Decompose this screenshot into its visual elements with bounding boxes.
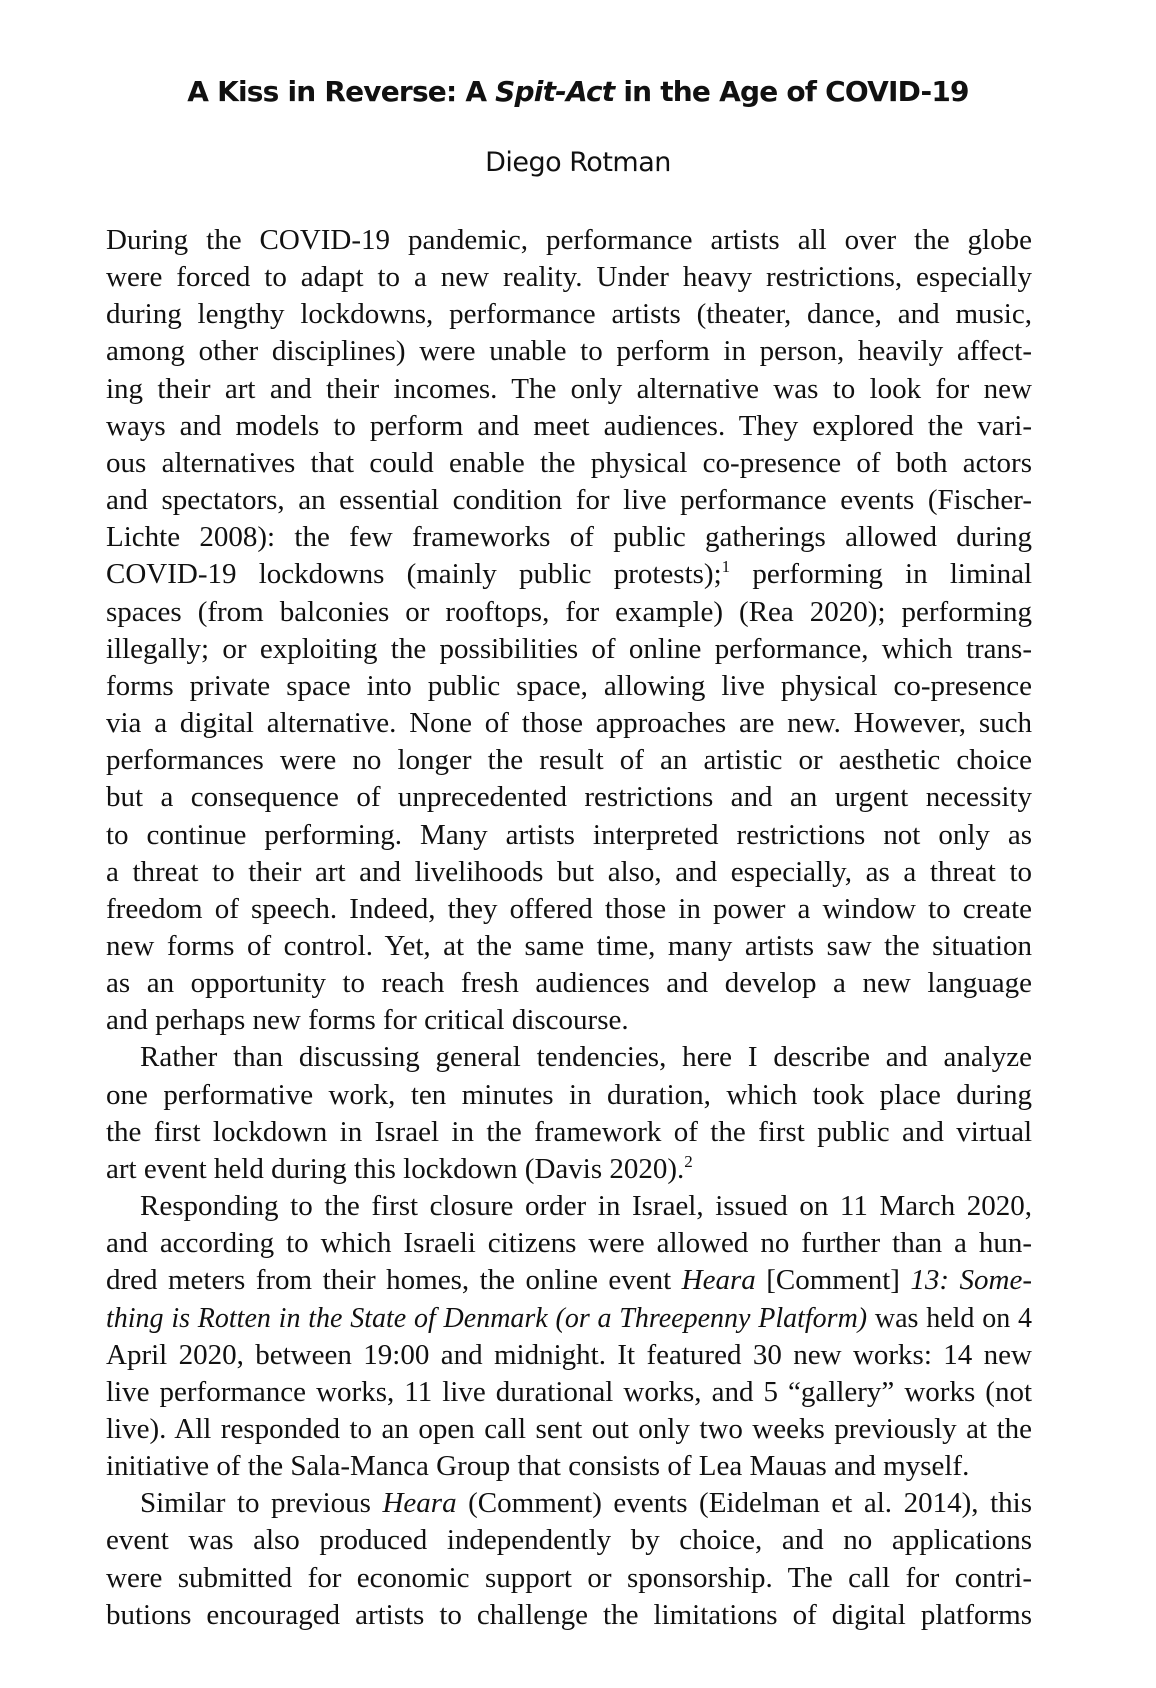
- text-run: as an opportunity to reach fresh audiences and develop a new language: [106, 967, 1032, 1000]
- text-line: [106, 445, 1032, 482]
- text-run: and according to which Israeli citizens were allowed no further than a hun-: [106, 1227, 1032, 1260]
- text-line: [106, 1597, 1032, 1634]
- text-run: performing in liminal: [730, 558, 1032, 591]
- text-line: [106, 1188, 1032, 1225]
- italic-text: 13: Some-: [910, 1264, 1032, 1297]
- text-run: [Comment]: [755, 1264, 911, 1297]
- text-line: [106, 1114, 1032, 1151]
- text-run: were submitted for economic support or sponsorship. The call for contri-: [106, 1561, 1032, 1594]
- text-line: [106, 556, 1032, 593]
- text-run: spaces (from balconies or rooftops, for example) (Rea 2020); performing: [106, 595, 1032, 628]
- text-run: event was also produced independently by choice, and no applications: [106, 1524, 1032, 1557]
- text-run: ways and models to perform and meet audiences. They explored the vari-: [106, 409, 1032, 442]
- text-run: illegally; or exploiting the possibilities of online performance, which trans-: [106, 632, 1032, 665]
- text-run: initiative of the Sala-Manca Group that consists of Lea Mauas and myself.: [106, 1450, 970, 1483]
- text-run: the first lockdown in Israel in the framework of the first public and virtual: [106, 1115, 1032, 1148]
- article-body: [106, 222, 1032, 1634]
- text-run: Lichte 2008): the few frameworks of public gatherings allowed during: [106, 521, 1032, 554]
- text-line: [106, 965, 1032, 1002]
- text-line: [106, 779, 1032, 816]
- text-line: [106, 519, 1032, 556]
- title-part-1: A Kiss in Reverse: A: [187, 75, 496, 108]
- text-line: [106, 1225, 1032, 1262]
- text-line: [106, 1411, 1032, 1448]
- text-run: live performance works, 11 live durational works, and 5 “gallery” works (not: [106, 1375, 1032, 1408]
- italic-text: thing is Rotten in the State of Denmark (or a Threepenny Platform): [106, 1302, 868, 1334]
- author-name: Diego Rotman: [485, 147, 671, 178]
- italic-text: Heara: [382, 1487, 457, 1520]
- text-line: [106, 482, 1032, 519]
- text-line: [106, 705, 1032, 742]
- text-run: COVID-19 lockdowns (mainly public protests);: [106, 558, 722, 591]
- text-run: during lengthy lockdowns, performance artists (theater, dance, and music,: [106, 298, 1032, 331]
- text-line: [106, 1448, 1032, 1485]
- text-line: [106, 1262, 1032, 1299]
- text-run: Responding to the first closure order in Israel, issued on 11 March 2020,: [140, 1190, 1032, 1223]
- text-line: [106, 222, 1032, 259]
- text-line: [106, 1077, 1032, 1114]
- text-run: Rather than discussing general tendencies, here I describe and analyze: [140, 1041, 1032, 1074]
- text-run: butions encouraged artists to challenge the limitations of digital platforms: [106, 1598, 1032, 1631]
- text-line: [106, 594, 1032, 631]
- text-run: dred meters from their homes, the online event: [106, 1264, 682, 1297]
- italic-text: Heara: [681, 1264, 756, 1297]
- text-run: art event held during this lockdown (Davis 2020).: [106, 1152, 685, 1185]
- text-run: via a digital alternative. None of those approaches are new. However, such: [106, 707, 1032, 740]
- text-run: but a consequence of unprecedented restrictions and an urgent necessity: [106, 781, 1032, 814]
- text-run: were forced to adapt to a new reality. Under heavy restrictions, especially: [106, 261, 1032, 294]
- article-title: [0, 72, 1156, 112]
- title-part-italic: Spit-Act: [495, 75, 615, 108]
- text-run: ous alternatives that could enable the physical co-presence of both actors: [106, 446, 1032, 479]
- text-line: [106, 928, 1032, 965]
- text-run: forms private space into public space, allowing live physical co-presence: [106, 669, 1032, 702]
- text-line: [106, 1374, 1032, 1411]
- text-line: [106, 742, 1032, 779]
- text-run: was held on 4: [867, 1302, 1032, 1334]
- text-line: [106, 1485, 1032, 1522]
- text-run: April 2020, between 19:00 and midnight. It featured 30 new works: 14 new: [106, 1338, 1032, 1371]
- text-run: to continue performing. Many artists interpreted restrictions not only as: [106, 818, 1032, 851]
- text-run: new forms of control. Yet, at the same time, many artists saw the situation: [106, 929, 1032, 962]
- text-run: freedom of speech. Indeed, they offered those in power a window to create: [106, 892, 1032, 925]
- text-run: ing their art and their incomes. The only alternative was to look for new: [106, 372, 1032, 405]
- text-line: [106, 371, 1032, 408]
- text-line: [106, 408, 1032, 445]
- text-line: [106, 817, 1032, 854]
- text-line: [106, 259, 1032, 296]
- footnote-ref[interactable]: 2: [684, 1151, 693, 1171]
- text-run: among other disciplines) were unable to perform in person, heavily affect-: [106, 335, 1032, 368]
- text-run: live). All responded to an open call sent out only two weeks previously at the: [106, 1413, 1032, 1445]
- text-line: [106, 1560, 1032, 1597]
- title-part-3: in the Age of COVID-19: [614, 75, 969, 108]
- footnote-ref[interactable]: 1: [721, 557, 731, 577]
- text-line: [106, 854, 1032, 891]
- text-line: [106, 1337, 1032, 1374]
- text-run: performances were no longer the result of an artistic or aesthetic choice: [106, 744, 1032, 777]
- text-line: [106, 891, 1032, 928]
- text-run: During the COVID-19 pandemic, performance artists all over the globe: [106, 224, 1032, 256]
- text-run: (Comment) events (Eidelman et al. 2014), this: [456, 1487, 1032, 1520]
- text-line: [106, 333, 1032, 370]
- text-line: [106, 296, 1032, 333]
- text-line: [106, 1151, 1032, 1188]
- text-line: [106, 1522, 1032, 1559]
- text-run: and perhaps new forms for critical discourse.: [106, 1004, 629, 1037]
- text-run: and spectators, an essential condition for live performance events (Fischer-: [106, 484, 1032, 517]
- text-line: [106, 668, 1032, 705]
- text-line: [106, 1039, 1032, 1076]
- text-run: a threat to their art and livelihoods but also, and especially, as a threat to: [106, 855, 1032, 888]
- text-run: one performative work, ten minutes in duration, which took place during: [106, 1078, 1032, 1111]
- text-run: Similar to previous: [140, 1487, 383, 1520]
- text-line: [106, 1002, 1032, 1039]
- text-line: [106, 1300, 1032, 1337]
- text-line: [106, 631, 1032, 668]
